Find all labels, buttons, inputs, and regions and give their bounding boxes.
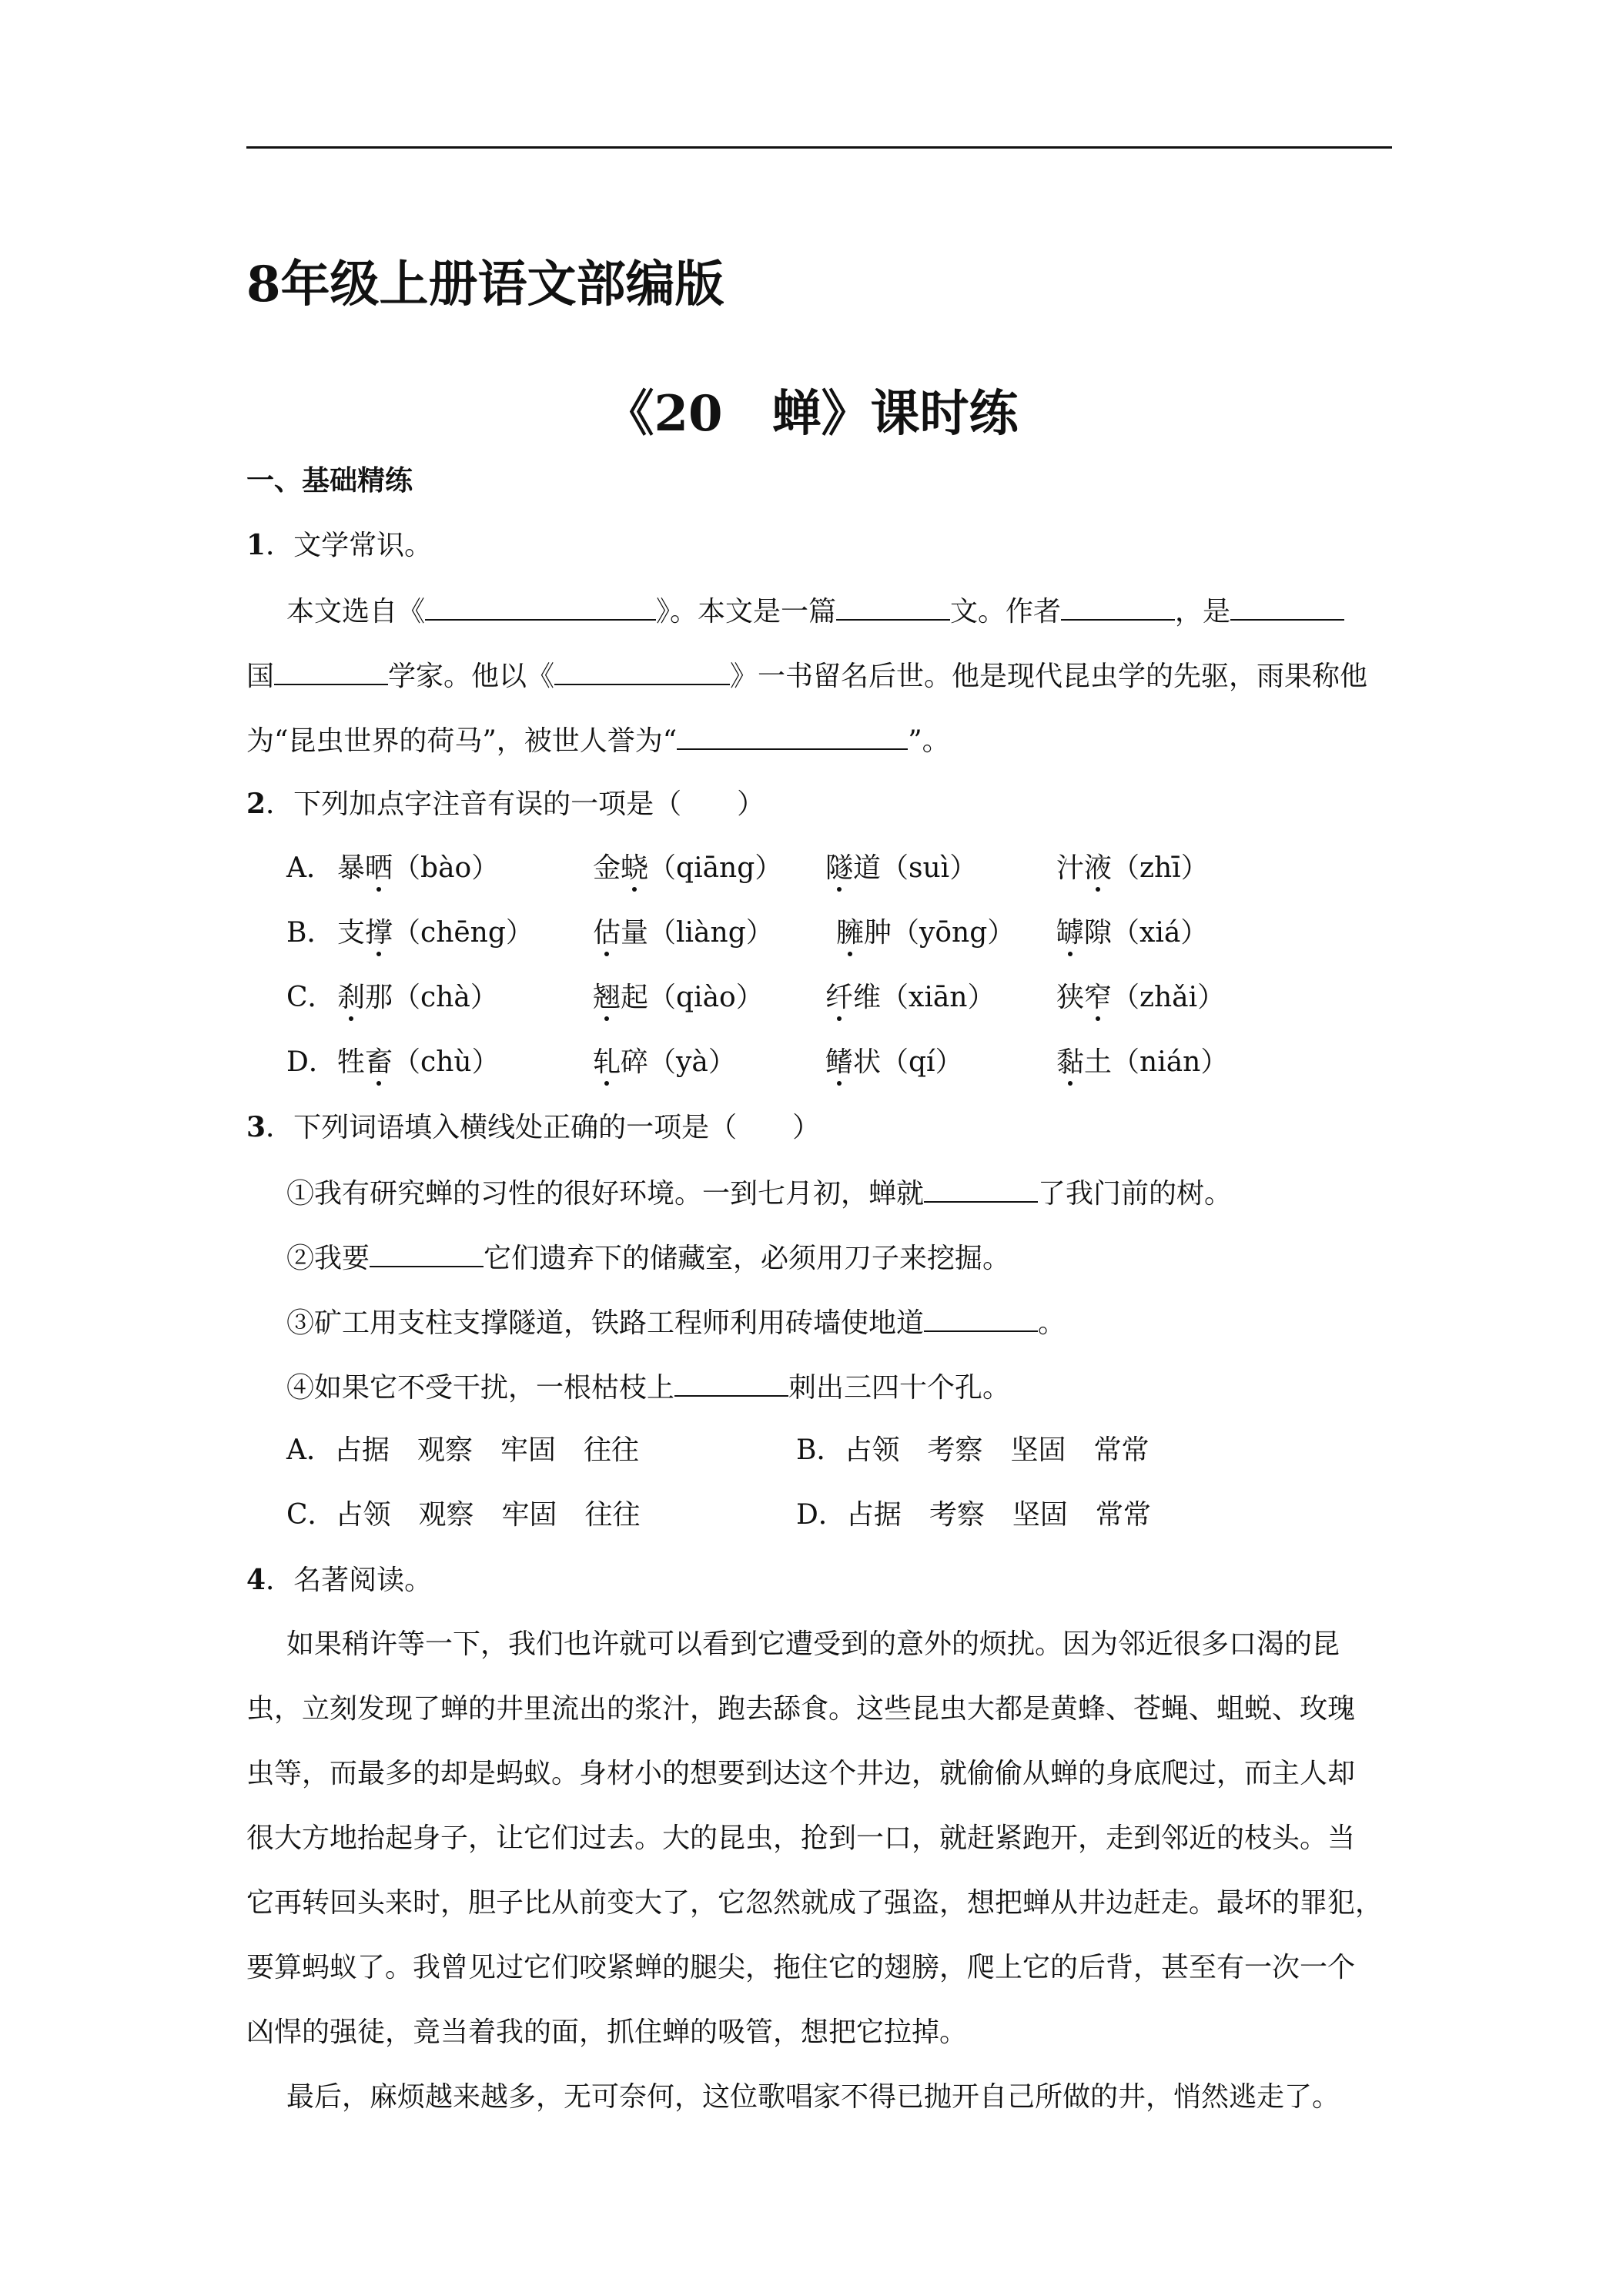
q3-option-d[interactable]: D．占据 考察 坚固 常常 <box>796 1499 1151 1531</box>
pinyin-item: 刹那（chà） <box>337 982 498 1013</box>
text-segment: 。 <box>1038 1307 1066 1339</box>
number-separator: ． <box>266 1565 294 1596</box>
pinyin-item: 轧碎（yà） <box>593 1046 736 1078</box>
fill-blank[interactable] <box>370 1240 484 1267</box>
pinyin-item: 牲畜（chù） <box>337 1046 500 1078</box>
number-separator: ． <box>266 788 294 820</box>
question-number: 3 <box>246 1111 266 1143</box>
question-1-prompt <box>246 528 432 563</box>
question-3-prompt <box>246 1110 820 1145</box>
number-separator: ． <box>266 530 294 561</box>
text-segment: 文。作者 <box>950 596 1062 628</box>
option-label-c[interactable]: C． <box>286 982 336 1013</box>
grade-title: 8年级上册语文部编版 <box>246 256 724 313</box>
number-separator: ． <box>266 1112 294 1143</box>
text-segment: ②我要 <box>286 1243 370 1274</box>
pinyin-item: 鳍状（qí） <box>825 1046 963 1078</box>
text-segment: 为“昆虫世界的荷马”，被世人誉为“ <box>246 725 678 757</box>
text-segment: ④如果它不受干扰，一根枯枝上 <box>286 1372 675 1404</box>
text-segment: ③矿工用支柱支撑隧道，铁路工程师利用砖墙使地道 <box>286 1307 925 1339</box>
fill-blank[interactable] <box>677 722 908 750</box>
pinyin-item: 纤维（xiān） <box>825 982 996 1013</box>
question-text: 下列词语填入横线处正确的一项是（ ） <box>293 1112 821 1143</box>
passage-line: 虫等，而最多的却是蚂蚁。身材小的想要到达这个井边，就偷偷从蝉的身底爬过，而主人却 <box>246 1758 1356 1789</box>
q3-option-a[interactable]: A．占据 观察 牢固 往往 <box>286 1434 639 1466</box>
fill-blank[interactable] <box>1230 593 1344 621</box>
pinyin-item: 翘起（qiào） <box>593 982 764 1013</box>
passage-line: 它再转回头来时，胆子比从前变大了，它忽然就成了强盗，想把蝉从井边赶走。最坏的罪犯， <box>246 1887 1384 1919</box>
pinyin-item: 罅隙（xiá） <box>1056 917 1209 949</box>
option-label-d[interactable]: D． <box>286 1046 336 1078</box>
section-heading: 一、基础精练 <box>246 464 413 497</box>
passage-line: 要算蚂蚁了。我曾见过它们咬紧蝉的腿尖，拖住它的翅膀，爬上它的后背，甚至有一次一个 <box>246 1952 1356 1983</box>
fill-blank[interactable] <box>1061 593 1175 621</box>
text-segment: ①我有研究蝉的习性的很好环境。一到七月初，蝉就 <box>286 1178 925 1210</box>
option-label-b[interactable]: B． <box>286 917 335 949</box>
passage-line: 很大方地抬起身子，让它们过去。大的昆虫，抢到一口，就赶紧跑开，走到邻近的枝头。当 <box>246 1822 1356 1854</box>
text-segment: 国 <box>246 661 275 692</box>
q3-sentence-2 <box>286 1240 1010 1276</box>
q3-sentence-3 <box>286 1304 1066 1340</box>
text-segment: 刺出三四十个孔。 <box>788 1372 1011 1404</box>
passage-line: 虫，立刻发现了蝉的井里流出的浆汁，跑去舔食。这些昆虫大都是黄蜂、苍蝇、蛆蜕、玫瑰 <box>246 1693 1356 1725</box>
question-4-prompt <box>246 1563 432 1598</box>
question-text: 下列加点字注音有误的一项是（ ） <box>293 788 765 820</box>
q1-line-2 <box>246 658 1367 694</box>
fill-blank[interactable] <box>554 658 730 685</box>
pinyin-item: 黏土（nián） <box>1056 1046 1229 1078</box>
pinyin-item: 金蛲（qiāng） <box>593 852 783 884</box>
q1-line-1 <box>286 593 1344 629</box>
option-label-a[interactable]: A． <box>286 852 334 884</box>
text-segment: ，是 <box>1175 596 1231 628</box>
text-segment: 了我门前的树。 <box>1038 1178 1233 1210</box>
q3-sentence-1 <box>286 1175 1232 1211</box>
pinyin-item: 支撑（chēng） <box>337 917 534 949</box>
q1-line-3 <box>246 722 950 758</box>
question-2-prompt <box>246 787 765 822</box>
question-number: 1 <box>246 529 266 561</box>
pinyin-item: 隧道（suì） <box>825 852 978 884</box>
fill-blank[interactable] <box>425 593 656 621</box>
text-segment: 学家。他以《 <box>388 661 555 692</box>
text-segment: 》。本文是一篇 <box>656 596 837 628</box>
question-number: 4 <box>246 1564 266 1596</box>
q3-sentence-4 <box>286 1369 1010 1405</box>
question-number: 2 <box>246 788 266 820</box>
passage-paragraph-2: 最后，麻烦越来越多，无可奈何，这位歌唱家不得已抛开自己所做的井，悄然逃走了。 <box>286 2081 1340 2113</box>
text-segment: ”。 <box>908 725 950 757</box>
fill-blank[interactable] <box>836 593 950 621</box>
pinyin-item: 暴晒（bào） <box>337 852 500 884</box>
q3-option-b[interactable]: B．占领 考察 坚固 常常 <box>796 1434 1149 1466</box>
question-text: 名著阅读。 <box>293 1565 433 1596</box>
question-text: 文学常识。 <box>293 530 433 561</box>
lesson-title: 《20 蝉》课时练 <box>604 385 1019 443</box>
fill-blank[interactable] <box>674 1369 788 1397</box>
text-segment: 本文选自《 <box>286 596 426 628</box>
fill-blank[interactable] <box>924 1304 1038 1332</box>
text-segment: 》一书留名后世。他是现代昆虫学的先驱，雨果称他 <box>730 661 1368 692</box>
passage-line: 如果稍许等一下，我们也许就可以看到它遭受到的意外的烦扰。因为邻近很多口渴的昆 <box>286 1628 1340 1660</box>
pinyin-item: 臃肿（yōng） <box>836 917 1016 949</box>
passage-line: 凶悍的强徒，竟当着我的面，抓住蝉的吸管，想把它拉掉。 <box>246 2017 968 2048</box>
header-rule <box>246 146 1392 149</box>
pinyin-item: 汁液（zhī） <box>1056 852 1209 884</box>
pinyin-item: 狭窄（zhǎi） <box>1056 982 1226 1013</box>
pinyin-item: 估量（liàng） <box>593 917 774 949</box>
q3-option-c[interactable]: C．占领 观察 牢固 往往 <box>286 1499 641 1531</box>
fill-blank[interactable] <box>274 658 388 685</box>
fill-blank[interactable] <box>924 1175 1038 1203</box>
text-segment: 它们遗弃下的储藏室，必须用刀子来挖掘。 <box>484 1243 1011 1274</box>
